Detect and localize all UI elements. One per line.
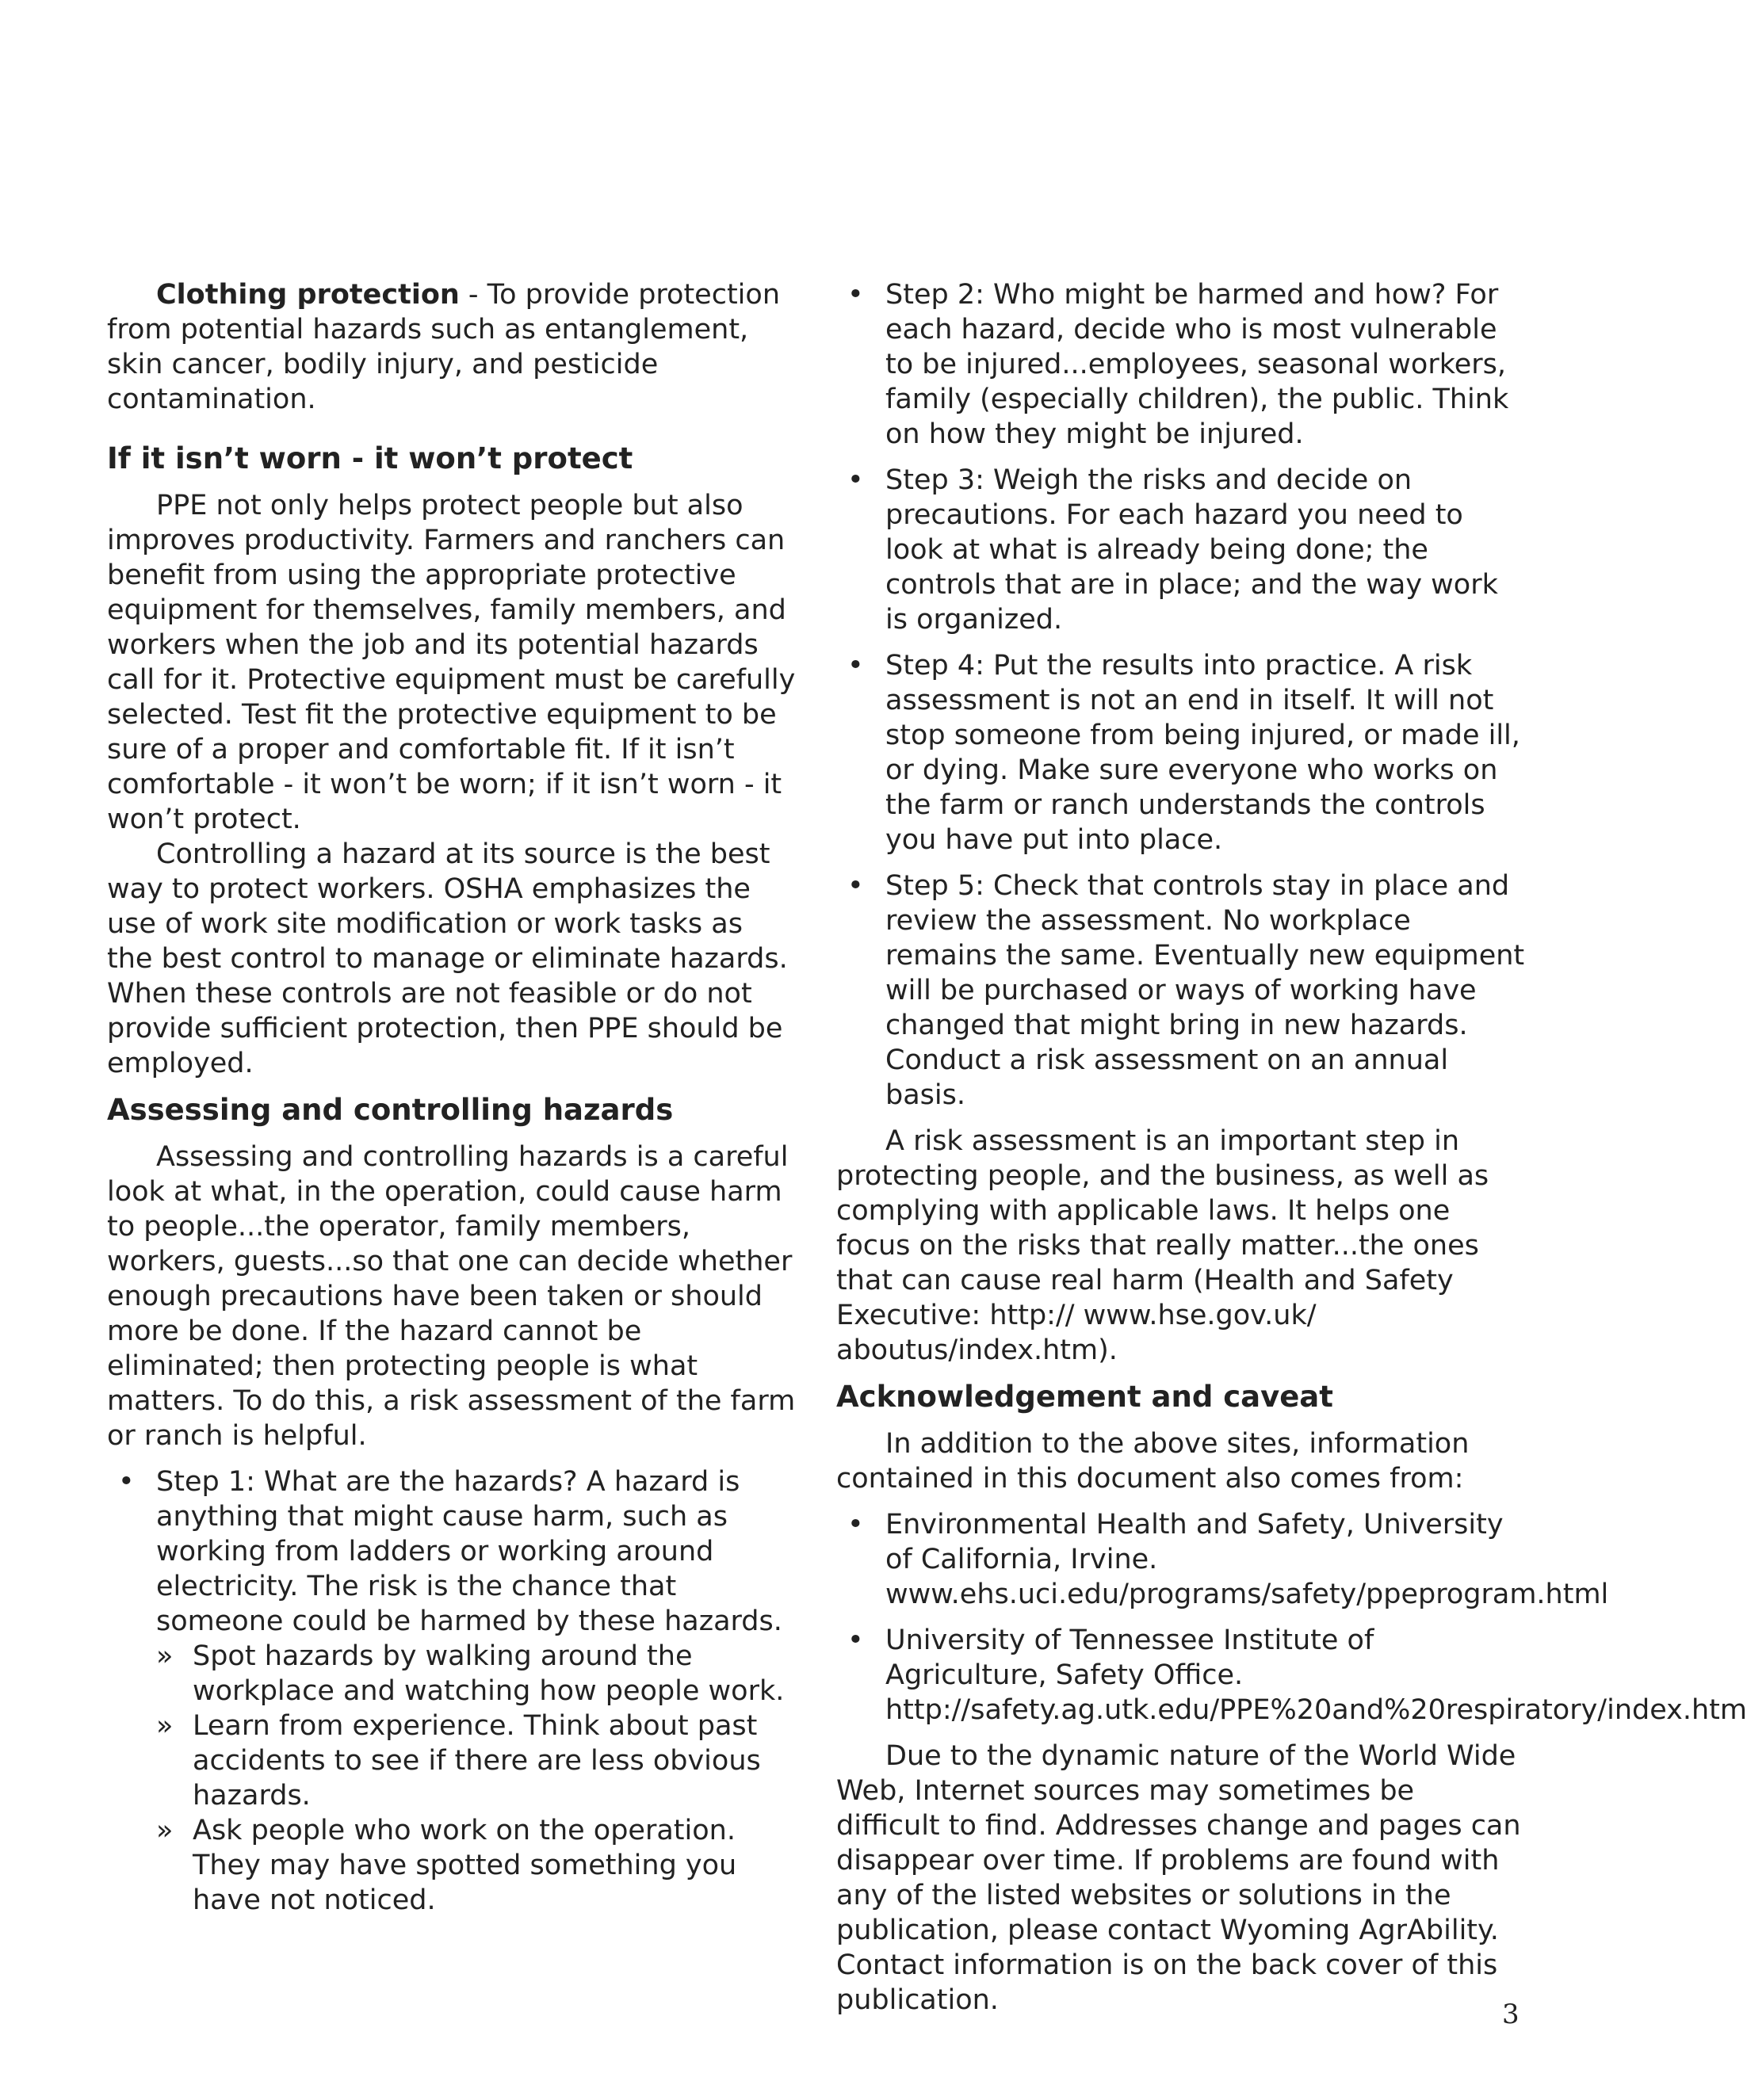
heading-worn: If it isn’t worn - it won’t protect: [107, 441, 633, 475]
list-item: [836, 277, 1526, 452]
sub-item-text: Ask people who work on the operation. They may have spotted something you have not noticed.: [193, 1815, 737, 1916]
step1-list: [107, 1464, 797, 1918]
bullet-marker: •: [847, 1625, 864, 1656]
ack-paragraph: In addition to the above sites, information contained in this document also comes from:: [836, 1428, 1470, 1495]
list-item: [836, 869, 1526, 1113]
sub-marker: »: [156, 1640, 174, 1672]
clothing-paragraph: [107, 277, 797, 417]
sub-item-text: Spot hazards by walking around the workplace and watching how people work.: [193, 1640, 785, 1707]
worn-paragraph-2: Controlling a hazard at its source is the best way to protect workers. OSHA emphasizes the use of work site modification or work tasks as the best control to manage or eliminate hazards. When these controls are not feasible or do not provide sufficient protection, then PPE should be employed.: [107, 838, 788, 1079]
list-item: [836, 1623, 1747, 1728]
page-number: 3: [1502, 1999, 1520, 2030]
sub-list-item: [156, 1813, 797, 1918]
step1-sublist: [156, 1639, 797, 1918]
bullet-marker: •: [847, 1509, 864, 1541]
bullet-marker: •: [847, 464, 864, 496]
step-text: Step 3: Weigh the risks and decide on precautions. For each hazard you need to look at what is already being done; the controls that are in place; and the way work is organized.: [885, 464, 1498, 636]
sub-list-item: [156, 1639, 797, 1709]
bullet-marker: •: [847, 870, 864, 902]
source-text: Environmental Health and Safety, University of California, Irvine. www.ehs.uci.edu/programs/safety/ppeprogram.html: [885, 1509, 1609, 1610]
bullet-marker: •: [847, 279, 864, 311]
sub-marker: »: [156, 1710, 174, 1742]
sub-marker: »: [156, 1815, 174, 1846]
heading-assess: Assessing and controlling hazards: [107, 1093, 674, 1127]
step-text: Step 2: Who might be harmed and how? For each hazard, decide who is most vulnerable to be injured...employees, seasonal workers, family (especially children), the public. Think on how they might be injured.: [885, 279, 1509, 450]
heading-acknowledgement: Acknowledgement and caveat: [836, 1380, 1333, 1414]
clothing-text: - To provide protection from potential hazards such as entanglement, skin cancer, bodily injury, and pesticide contamination.: [107, 279, 781, 415]
steps-list: [836, 277, 1526, 1113]
left-column: [107, 277, 797, 1929]
list-item: [836, 463, 1526, 637]
clothing-lead: Clothing protection: [156, 279, 460, 311]
bullet-marker: •: [847, 650, 864, 682]
sub-item-text: Learn from experience. Think about past accidents to see if there are less obvious hazards.: [193, 1710, 761, 1812]
list-item: [107, 1464, 797, 1918]
bullet-marker: •: [118, 1466, 135, 1498]
assess-paragraph: Assessing and controlling hazards is a careful look at what, in the operation, could cause harm to people...the operator, family members, workers, guests...so that one can decide whether enough precautions have been taken or should more be done. If the hazard cannot be eliminated; then protecting people is what matters. To do this, a risk assessment of the farm or ranch is helpful.: [107, 1141, 796, 1452]
source-text: University of Tennessee Institute of Agriculture, Safety Office. http://safety.ag.utk.edu/PPE%20and%20respiratory/index.htm: [885, 1625, 1747, 1726]
sources-list: [836, 1507, 1747, 1728]
step-text: Step 4: Put the results into practice. A risk assessment is not an end in itself. It will not stop someone from being injured, or made ill, or dying. Make sure everyone who works on the farm or ranch understands the controls you have put into place.: [885, 650, 1520, 856]
step1-text: Step 1: What are the hazards? A hazard is anything that might cause harm, such as working from ladders or working around electricity. The risk is the chance that someone could be harmed by these hazards.: [156, 1466, 782, 1637]
risk-paragraph: A risk assessment is an important step in protecting people, and the business, as well as complying with applicable laws. It helps one focus on the risks that really matter...the ones that can cause real harm (Health and Safety Executive: http:// www.hse.gov.uk/ aboutus/index.htm).: [836, 1125, 1489, 1366]
sub-list-item: [156, 1709, 797, 1813]
list-item: [836, 648, 1526, 857]
caveat-paragraph: Due to the dynamic nature of the World Wide Web, Internet sources may sometimes be difficult to find. Addresses change and pages can disappear over time. If problems are found with any of the listed websites or solutions in the publication, please contact Wyoming AgrAbility. Contact information is on the back cover of this publication.: [836, 1740, 1521, 2016]
worn-paragraph-1: PPE not only helps protect people but also improves productivity. Farmers and ranchers can benefit from using the appropriate protective equipment for themselves, family members, and workers when the job and its potential hazards call for it. Protective equipment must be carefully selected. Test fit the protective equipment to be sure of a proper and comfortable fit. If it isn’t comfortable - it won’t be worn; if it isn’t worn - it won’t protect.: [107, 490, 796, 835]
right-column: [836, 277, 1747, 2018]
step-text: Step 5: Check that controls stay in place and review the assessment. No workplace remains the same. Eventually new equipment will be purchased or ways of working have changed that might bring in new hazards. Conduct a risk assessment on an annual basis.: [885, 870, 1525, 1111]
list-item: [836, 1507, 1609, 1612]
